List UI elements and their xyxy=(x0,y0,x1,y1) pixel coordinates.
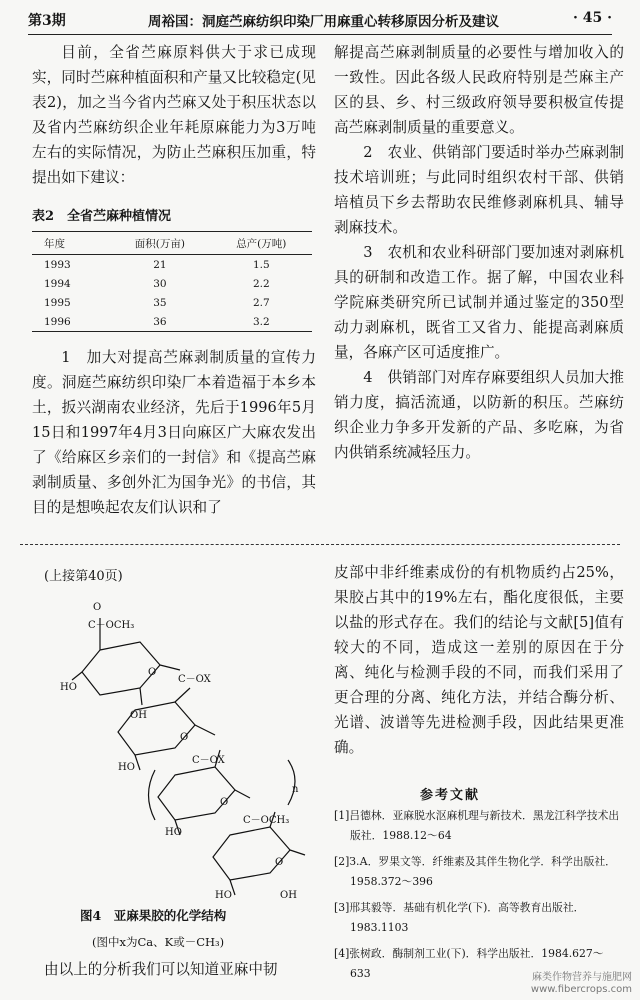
table-cell: 21 xyxy=(153,258,167,271)
suggestion-3-paragraph: 3 农机和农业科研部门要加速对剥麻机具的研制和改造工作。据了解，中国农业科学院麻类研究所已试制并通过鉴定的350型动力剥麻机，既省工又省力、能提高剥麻质量，各麻产区可适度推广。 xyxy=(334,244,624,361)
figure-note: (图中x为Ca、K或－CH₃) xyxy=(92,935,225,949)
table-cell: 2.7 xyxy=(252,296,270,309)
reference-item: [4]张树政．酶制剂工业(下)．科学出版社．1984.627～633 xyxy=(334,947,604,980)
table-cell: 1.5 xyxy=(252,258,270,271)
table-cell: 2.2 xyxy=(252,277,270,290)
intro-paragraph: 目前，全省苎麻原料供大于求已成现实，同时苎麻种植面积和产量又比较稳定(见表2)，加之当今省内苎麻又处于积压状态以及省内苎麻纺织企业年耗原麻能力为3万吨左右的实际情况，为防止苎麻积压加重，特提出如下建议： xyxy=(32,44,316,186)
table-cell: 36 xyxy=(109,312,210,332)
continued-from-note: (上接第40页) xyxy=(44,569,123,584)
analysis-paragraph: 皮部中非纤维素成份的有机物质约占25%，果胶占其中的19%左右，酯化度很低，主要以盐的形式存在。我们的结论与文献[5]值有较大的不同，造成这一差别的原因在于分离、纯化与检测手段的不同，而我们采用了更合理的分离、纯化方法，并结合酶分析、光谱、波谱等先进检测手段，因此结果更准确。 xyxy=(334,564,624,756)
repeat-n-label: n xyxy=(292,784,299,795)
reference-item: [2]З.А．罗果文等．纤维素及其伴生物化学．科学出版社．1958.372～396 xyxy=(334,855,616,888)
left-column-bottom xyxy=(32,345,316,520)
methyl-ester-label: C－OCH₃ xyxy=(88,620,135,631)
table-header-cell: 年度 xyxy=(32,232,109,255)
page-number: · 45 · xyxy=(573,10,612,26)
suggestion-4-paragraph: 4 供销部门对库存麻要组织人员加大推销力度，搞活流通，以防新的积压。苎麻纺织企业力争多开发新的产品、多吃麻，为省内供销系统减轻压力。 xyxy=(334,369,624,461)
carbonyl-o-label: O xyxy=(93,602,102,613)
lower-right-column xyxy=(334,560,624,760)
hydroxyl-label: HO xyxy=(118,762,135,773)
right-column xyxy=(334,40,624,465)
hydroxyl-label: HO xyxy=(215,890,232,901)
ring-1 xyxy=(72,618,180,705)
table-header-row xyxy=(32,232,312,255)
page-header xyxy=(28,10,612,32)
ring-oxygen-label: O xyxy=(148,667,157,678)
hydroxyl-label: HO xyxy=(165,827,182,838)
watermark-line: 麻类作物营养与施肥网 xyxy=(532,972,632,983)
header-rule xyxy=(28,34,612,35)
ox-group-label: C－OX xyxy=(178,674,211,685)
left-column-top xyxy=(32,40,316,190)
running-title: 周裕国：洞庭苎麻纺织印染厂用麻重心转移原因分析及建议 xyxy=(148,14,499,30)
hydroxyl-label: OH xyxy=(130,710,147,721)
site-watermark xyxy=(531,972,632,996)
ox-group-label: C－OX xyxy=(192,755,225,766)
table-title: 表2 全省苎麻种植情况 xyxy=(32,209,172,224)
table-cell: 1994 xyxy=(44,277,71,290)
ring-oxygen-label: O xyxy=(220,797,229,808)
table-cell: 3.2 xyxy=(211,312,312,332)
table-row xyxy=(32,255,312,275)
planting-table xyxy=(32,231,312,332)
references-list xyxy=(334,806,624,990)
hydroxyl-label: HO xyxy=(60,682,77,693)
section-divider xyxy=(20,544,620,545)
figure-caption: 图4 亚麻果胶的化学结构 xyxy=(80,908,227,923)
table-row xyxy=(32,312,312,332)
table-header-cell: 总产(万吨) xyxy=(211,232,312,255)
continued-paragraph: 解提高苎麻剥制质量的必要性与增加收入的一致性。因此各级人民政府特别是苎麻主产区的县、乡、村三级政府领导要积极宣传提高苎麻剥制质量的重要意义。 xyxy=(334,44,624,136)
watermark-url: www.fibercrops.com xyxy=(530,984,632,995)
suggestion-1-paragraph: 1 加大对提高苎麻剥制质量的宣传力度。洞庭苎麻纺织印染厂本着造福于本乡本土，扳兴湖南农业经济，先后于1996年5月15日和1997年4月3日向麻区广大麻农发出了《给麻区乡亲们的一封信》和《提高苎麻剥制质量、多创外汇为国争光》的书信，其目的是想唤起农友们认识和了 xyxy=(32,349,316,516)
reference-item: [3]邢其毅等．基础有机化学(下)．高等教育出版社．1983.1103 xyxy=(334,901,585,934)
ring-oxygen-label: O xyxy=(180,732,189,743)
hydroxyl-label: OH xyxy=(280,890,297,901)
issue-number: 第3期 xyxy=(28,13,66,29)
table-row xyxy=(32,274,312,293)
suggestion-2-paragraph: 2 农业、供销部门要适时举办苎麻剥制技术培训班；与此同时组织农村干部、供销培植员下乡去帮助农民维修剥麻机具、辅导剥麻技术。 xyxy=(334,144,624,236)
table-cell: 30 xyxy=(153,277,167,290)
references-title: 参考文献 xyxy=(420,788,481,803)
table-cell: 1996 xyxy=(32,312,109,332)
table-cell: 35 xyxy=(153,296,167,309)
table-cell: 1993 xyxy=(44,258,71,271)
table-row xyxy=(32,293,312,312)
bottom-text-line: 由以上的分析我们可以知道亚麻中韧 xyxy=(44,961,278,978)
pectin-structure-diagram xyxy=(30,580,330,905)
reference-item: [1]吕德林．亚麻脱水沤麻机理与新技术．黑龙江科学技术出版社．1988.12～64 xyxy=(334,809,620,842)
methyl-ester-label: C－OCH₃ xyxy=(243,815,290,826)
table-cell: 1995 xyxy=(44,296,71,309)
table-header-cell: 面积(万亩) xyxy=(109,232,210,255)
ring-oxygen-label: O xyxy=(275,857,284,868)
